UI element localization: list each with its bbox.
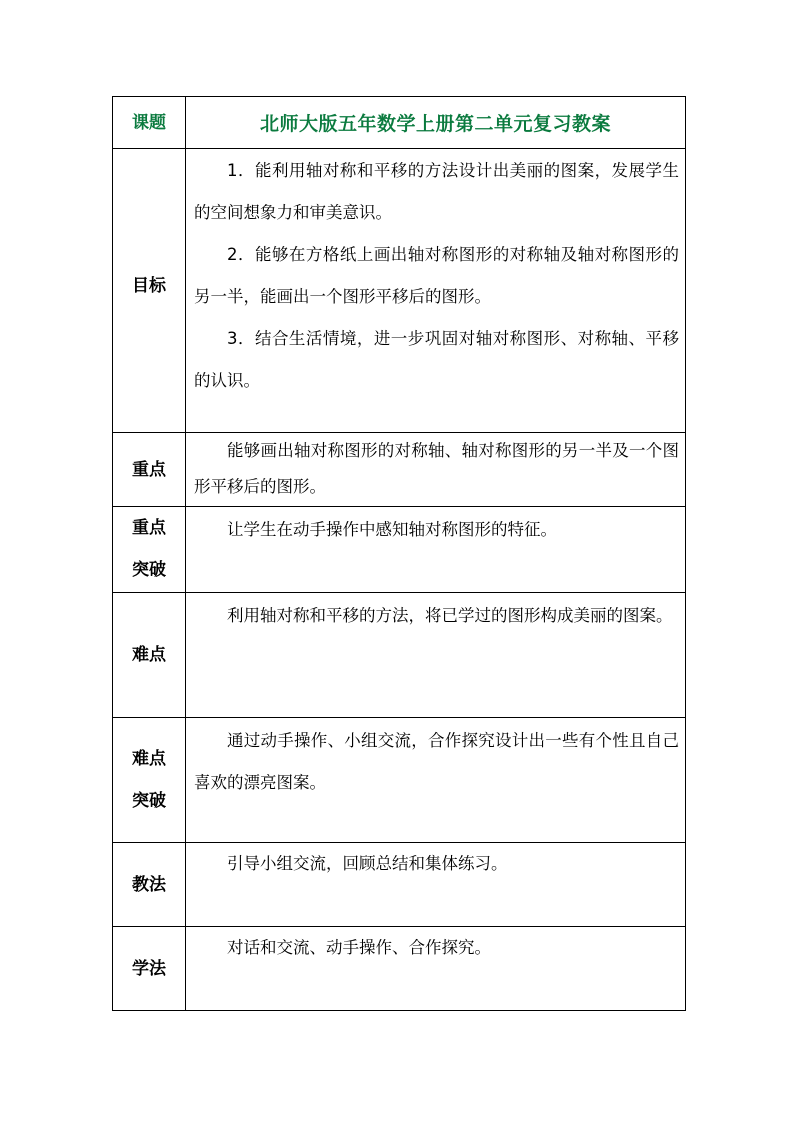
difficulty-breakthrough-row — [113, 718, 686, 843]
key-point-row — [113, 433, 686, 507]
key-breakthrough-label-line2: 突破 — [132, 560, 166, 580]
difficulty-breakthrough-content — [186, 718, 686, 843]
goal-item: 1．能利用轴对称和平移的方法设计出美丽的图案，发展学生的空间想象力和审美意识。 — [194, 161, 679, 222]
title-row — [113, 97, 686, 149]
key-point-text: 能够画出轴对称图形的对称轴、轴对称图形的另一半及一个图形平移后的图形。 — [194, 441, 679, 496]
difficulty-label: 难点 — [113, 593, 186, 718]
key-breakthrough-label — [113, 507, 186, 593]
lesson-plan-table — [112, 96, 686, 1011]
teaching-method-content — [186, 843, 686, 927]
key-point-label: 重点 — [113, 433, 186, 507]
difficulty-breakthrough-text: 通过动手操作、小组交流，合作探究设计出一些有个性且自己喜欢的漂亮图案。 — [194, 731, 679, 792]
key-breakthrough-row — [113, 507, 686, 593]
key-point-content — [186, 433, 686, 507]
learning-method-text: 对话和交流、动手操作、合作探究。 — [227, 938, 491, 957]
learning-method-content — [186, 927, 686, 1011]
difficulty-text: 利用轴对称和平移的方法，将已学过的图形构成美丽的图案。 — [227, 606, 673, 625]
goal-item: 3．结合生活情境，进一步巩固对轴对称图形、对称轴、平移的认识。 — [194, 329, 679, 390]
learning-method-row — [113, 927, 686, 1011]
difficulty-breakthrough-label-line2: 突破 — [132, 791, 166, 811]
goals-content — [186, 149, 686, 433]
key-breakthrough-label-line1: 重点 — [132, 518, 166, 538]
goals-row — [113, 149, 686, 433]
difficulty-breakthrough-label — [113, 718, 186, 843]
teaching-method-row — [113, 843, 686, 927]
difficulty-row — [113, 593, 686, 718]
lesson-title: 北师大版五年数学上册第二单元复习教案 — [186, 97, 686, 149]
teaching-method-label: 教法 — [113, 843, 186, 927]
teaching-method-text: 引导小组交流，回顾总结和集体练习。 — [227, 854, 508, 873]
key-breakthrough-text: 让学生在动手操作中感知轴对称图形的特征。 — [227, 520, 557, 539]
goals-label: 目标 — [113, 149, 186, 433]
learning-method-label: 学法 — [113, 927, 186, 1011]
topic-label: 课题 — [113, 97, 186, 149]
goal-item: 2．能够在方格纸上画出轴对称图形的对称轴及轴对称图形的另一半，能画出一个图形平移后的图形。 — [194, 245, 679, 306]
difficulty-breakthrough-label-line1: 难点 — [132, 749, 166, 769]
difficulty-content — [186, 593, 686, 718]
key-breakthrough-content — [186, 507, 686, 593]
